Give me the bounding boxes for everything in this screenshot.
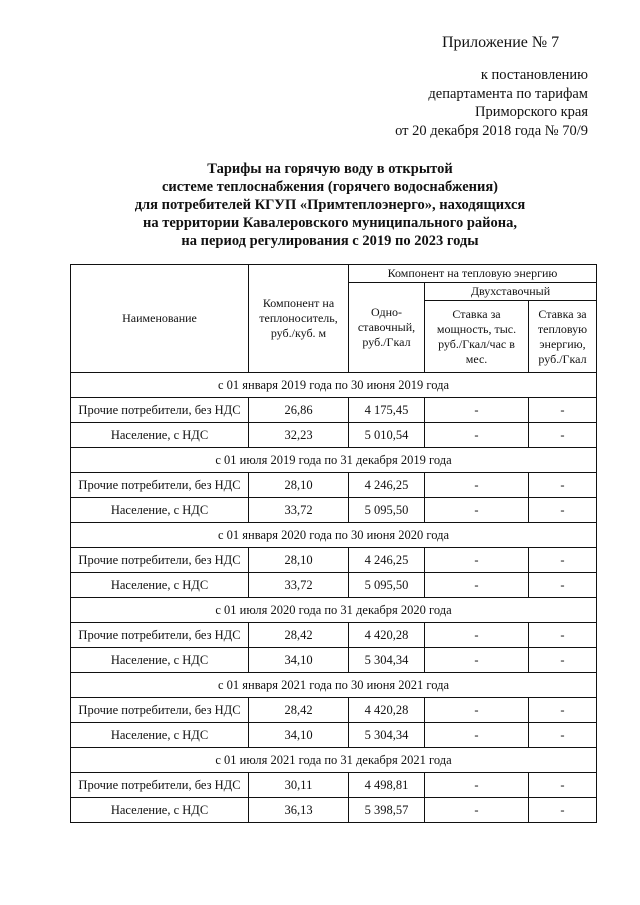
- period-label: с 01 июля 2019 года по 31 декабря 2019 года: [71, 448, 597, 473]
- period-label: с 01 июля 2021 года по 31 декабря 2021 года: [71, 748, 597, 773]
- consumer-name: Прочие потребители, без НДС: [71, 473, 249, 498]
- capacity-rate-value: -: [425, 573, 529, 598]
- approval-line: от 20 декабря 2018 года № 70/9: [395, 122, 588, 139]
- capacity-rate-value: -: [425, 423, 529, 448]
- single-rate-value: 4 420,28: [349, 698, 425, 723]
- single-rate-value: 4 175,45: [349, 398, 425, 423]
- single-rate-value: 5 304,34: [349, 723, 425, 748]
- table-row: [71, 548, 597, 573]
- consumer-name: Население, с НДС: [71, 573, 249, 598]
- carrier-value: 36,13: [249, 798, 349, 823]
- consumer-name: Прочие потребители, без НДС: [71, 398, 249, 423]
- appendix-number: Приложение № 7: [442, 34, 560, 51]
- period-row: [71, 673, 597, 698]
- header-energy-rate: Ставка за тепловую энергию, руб./Гкал: [529, 301, 597, 373]
- table-row: [71, 648, 597, 673]
- single-rate-value: 5 398,57: [349, 798, 425, 823]
- capacity-rate-value: -: [425, 648, 529, 673]
- capacity-rate-value: -: [425, 773, 529, 798]
- single-rate-value: 5 095,50: [349, 498, 425, 523]
- period-row: [71, 373, 597, 398]
- title-line: Тарифы на горячую воду в открытой: [207, 161, 453, 177]
- period-row: [71, 748, 597, 773]
- energy-rate-value: -: [529, 798, 597, 823]
- header-capacity-rate: Ставка за мощность, тыс. руб./Гкал/час в мес.: [425, 301, 529, 373]
- energy-rate-value: -: [529, 548, 597, 573]
- approval-line: департамента по тарифам: [428, 85, 588, 102]
- period-label: с 01 января 2021 года по 30 июня 2021 года: [71, 673, 597, 698]
- consumer-name: Население, с НДС: [71, 648, 249, 673]
- table-row: [71, 398, 597, 423]
- energy-rate-value: -: [529, 773, 597, 798]
- table-row: [71, 423, 597, 448]
- single-rate-value: 5 304,34: [349, 648, 425, 673]
- title-line: на период регулирования с 2019 по 2023 годы: [181, 233, 479, 249]
- carrier-value: 28,10: [249, 473, 349, 498]
- energy-rate-value: -: [529, 623, 597, 648]
- carrier-value: 28,10: [249, 548, 349, 573]
- period-label: с 01 января 2020 года по 30 июня 2020 года: [71, 523, 597, 548]
- carrier-value: 33,72: [249, 498, 349, 523]
- single-rate-value: 5 095,50: [349, 573, 425, 598]
- table-row: [71, 773, 597, 798]
- table-row: [71, 723, 597, 748]
- table-row: [71, 473, 597, 498]
- capacity-rate-value: -: [425, 723, 529, 748]
- period-row: [71, 448, 597, 473]
- table-row: [71, 698, 597, 723]
- title-line: для потребителей КГУП «Примтеплоэнерго», находящихся: [134, 197, 526, 213]
- energy-rate-value: -: [529, 423, 597, 448]
- energy-rate-value: -: [529, 473, 597, 498]
- approval-line: к постановлению: [480, 67, 588, 83]
- table-header: [71, 265, 597, 373]
- consumer-name: Население, с НДС: [71, 723, 249, 748]
- carrier-value: 34,10: [249, 648, 349, 673]
- header-two-part: Двухставочный: [425, 283, 597, 301]
- approval-line: Приморского края: [474, 104, 588, 120]
- consumer-name: Прочие потребители, без НДС: [71, 698, 249, 723]
- capacity-rate-value: -: [425, 698, 529, 723]
- table-row: [71, 573, 597, 598]
- capacity-rate-value: -: [425, 798, 529, 823]
- table-row: [71, 623, 597, 648]
- consumer-name: Прочие потребители, без НДС: [71, 773, 249, 798]
- title-line: системе теплоснабжения (горячего водоснабжения): [161, 179, 499, 195]
- carrier-value: 26,86: [249, 398, 349, 423]
- period-label: с 01 января 2019 года по 30 июня 2019 года: [71, 373, 597, 398]
- carrier-value: 32,23: [249, 423, 349, 448]
- capacity-rate-value: -: [425, 548, 529, 573]
- single-rate-value: 4 420,28: [349, 623, 425, 648]
- capacity-rate-value: -: [425, 398, 529, 423]
- carrier-value: 33,72: [249, 573, 349, 598]
- table-body: [71, 373, 597, 823]
- consumer-name: Прочие потребители, без НДС: [71, 623, 249, 648]
- header-single-rate: Одно-ставочный, руб./Гкал: [349, 283, 425, 373]
- capacity-rate-value: -: [425, 473, 529, 498]
- carrier-value: 28,42: [249, 698, 349, 723]
- title-line: на территории Кавалеровского муниципального района,: [142, 215, 518, 231]
- carrier-value: 28,42: [249, 623, 349, 648]
- single-rate-value: 4 246,25: [349, 548, 425, 573]
- header-energy: Компонент на тепловую энергию: [349, 265, 597, 283]
- single-rate-value: 4 246,25: [349, 473, 425, 498]
- energy-rate-value: -: [529, 698, 597, 723]
- carrier-value: 30,11: [249, 773, 349, 798]
- consumer-name: Население, с НДС: [71, 423, 249, 448]
- single-rate-value: 5 010,54: [349, 423, 425, 448]
- tariff-table: [70, 264, 597, 823]
- energy-rate-value: -: [529, 723, 597, 748]
- energy-rate-value: -: [529, 398, 597, 423]
- approval-reference: [395, 66, 588, 140]
- single-rate-value: 4 498,81: [349, 773, 425, 798]
- document-title: [80, 160, 580, 250]
- capacity-rate-value: -: [425, 623, 529, 648]
- table-row: [71, 498, 597, 523]
- table-row: [71, 798, 597, 823]
- period-row: [71, 523, 597, 548]
- energy-rate-value: -: [529, 498, 597, 523]
- period-label: с 01 июля 2020 года по 31 декабря 2020 года: [71, 598, 597, 623]
- energy-rate-value: -: [529, 648, 597, 673]
- period-row: [71, 598, 597, 623]
- consumer-name: Прочие потребители, без НДС: [71, 548, 249, 573]
- consumer-name: Население, с НДС: [71, 798, 249, 823]
- header-carrier: Компонент на теплоноситель, руб./куб. м: [249, 265, 349, 373]
- carrier-value: 34,10: [249, 723, 349, 748]
- energy-rate-value: -: [529, 573, 597, 598]
- consumer-name: Население, с НДС: [71, 498, 249, 523]
- header-name: Наименование: [71, 265, 249, 373]
- capacity-rate-value: -: [425, 498, 529, 523]
